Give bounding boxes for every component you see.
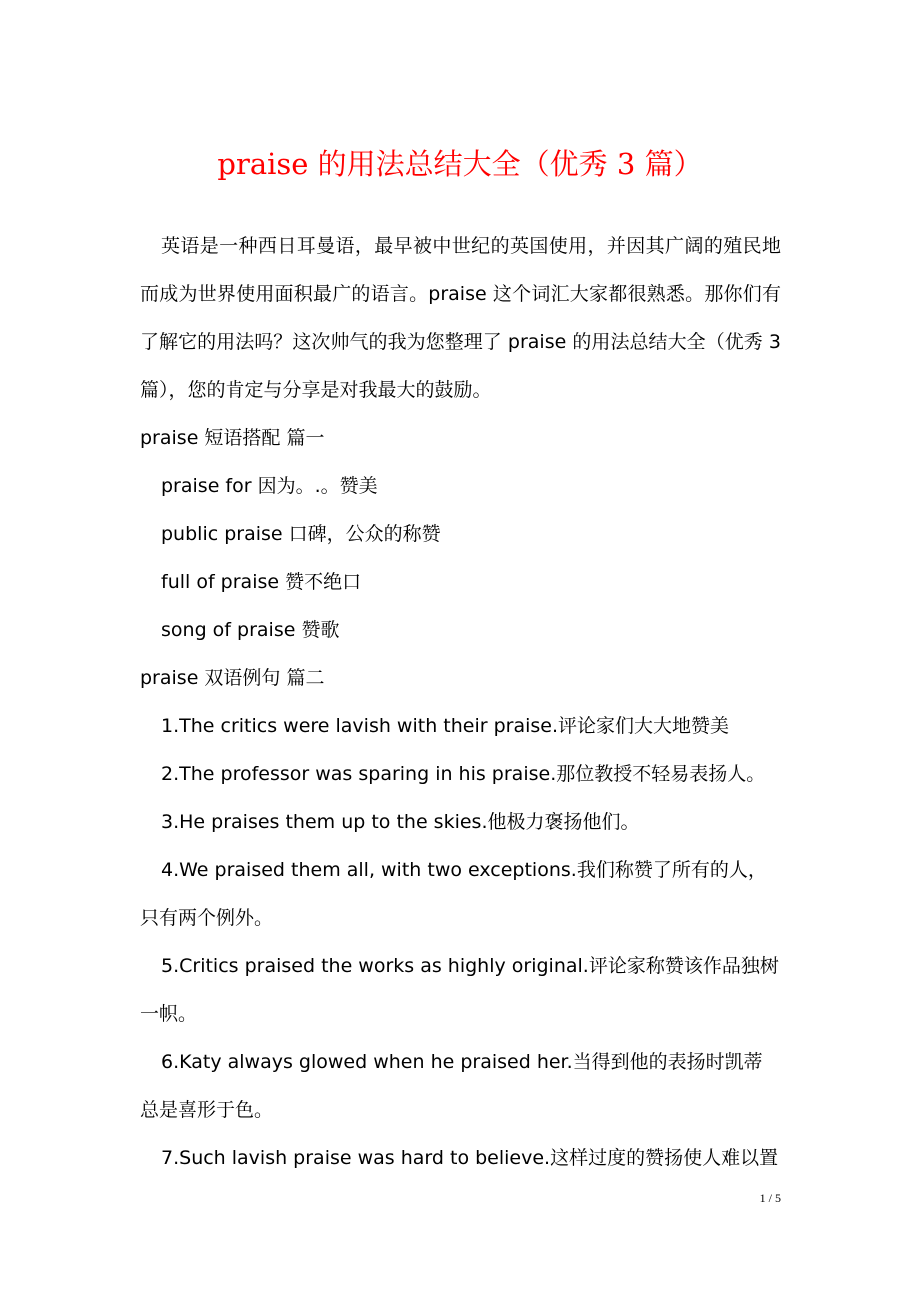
- example-sentence: 4.We praised them all, with two exceptions.我们称赞了所有的人，只有两个例外。: [140, 859, 767, 929]
- intro-paragraph: 英语是一种西日耳曼语，最早被中世纪的英国使用，并因其广阔的殖民地而成为世界使用面积最广的语言。praise 这个词汇大家都很熟悉。那你们有了解它的用法吗？这次帅气的我为您整理了 praise 的用法总结大全（优秀 3 篇），您的肯定与分享是对我最大的鼓励。: [140, 235, 781, 401]
- phrase-item: full of praise 赞不绝口: [161, 571, 362, 593]
- document-title: praise 的用法总结大全（优秀 3 篇）: [217, 147, 703, 181]
- example-sentence: 2.The professor was sparing in his praise.那位教授不轻易表扬人。: [161, 763, 766, 785]
- example-sentence: 1.The critics were lavish with their praise.评论家们大大地赞美: [161, 715, 730, 737]
- section-heading-phrases: praise 短语搭配 篇一: [140, 427, 325, 449]
- example-sentence: 6.Katy always glowed when he praised her.当得到他的表扬时凯蒂总是喜形于色。: [140, 1051, 763, 1121]
- section-heading-sentences: praise 双语例句 篇二: [140, 667, 325, 689]
- example-sentence: 3.He praises them up to the skies.他极力褒扬他们。: [161, 811, 640, 833]
- phrase-item: praise for 因为。.。赞美: [161, 475, 378, 497]
- phrase-item: song of praise 赞歌: [161, 619, 340, 641]
- example-sentence: 5.Critics praised the works as highly original.评论家称赞该作品独树一帜。: [140, 955, 779, 1025]
- example-sentence: 7.Such lavish praise was hard to believe.这样过度的赞扬使人难以置: [161, 1147, 779, 1169]
- phrase-item: public praise 口碑，公众的称赞: [161, 523, 441, 545]
- page-number: 1 / 5: [759, 1191, 781, 1205]
- document-body: [140, 222, 781, 1182]
